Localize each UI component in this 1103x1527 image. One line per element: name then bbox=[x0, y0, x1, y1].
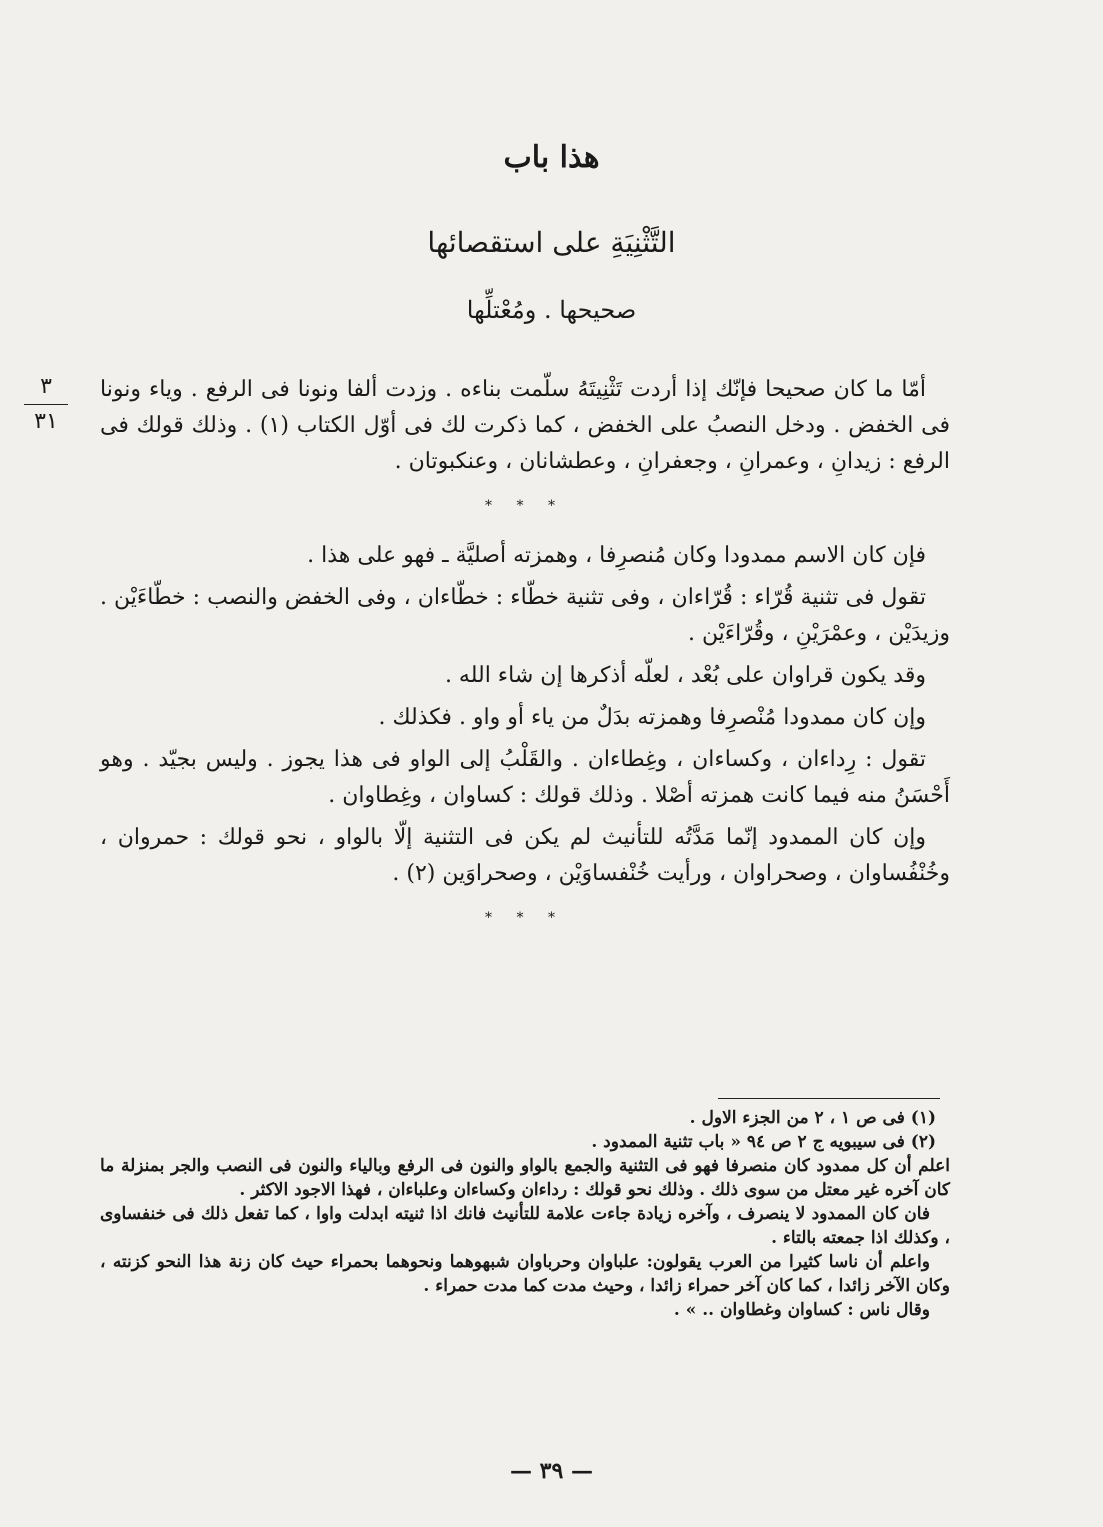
footnotes bbox=[100, 1106, 950, 1322]
footnote-quote: واعلم أن ناسا كثيرا من العرب يقولون: علباوان وحرباوان شبهوهما ونحوهما بحمراء حيث كان زنة هذا النحو كزنته ، وكان الآخر زائدا ، كما كان آخر حمراء زائدا ، وحيث مدت كما مدت حمراء . bbox=[100, 1252, 950, 1296]
footnote: (١) فى ص ١ ، ٢ من الجزء الاول . bbox=[689, 1108, 936, 1128]
margin-reference-top: ٣ bbox=[40, 374, 52, 399]
section-separator: * * * bbox=[485, 910, 565, 926]
chapter-subtitle: التَّثْنِيَةِ على استقصائها bbox=[427, 226, 676, 259]
margin-reference bbox=[20, 372, 72, 437]
footnote-quote: اعلم أن كل ممدود كان منصرفا فهو فى التثنية والجمع بالواو والنون فى الرفع وبالياء والنون فى النصب والجر بمنزلة ما كان آخره غير معتل من سوى ذلك . وذلك نحو قولك : رداءان وكساءان وعلباءان ، فهذا الاجود الاكثر . bbox=[100, 1156, 950, 1200]
margin-reference-divider bbox=[24, 404, 68, 405]
main-text bbox=[100, 372, 950, 950]
paragraph: وإن كان ممدودا مُنْصرِفا وهمزته بدَلٌ من ياء أو واو . فكذلك . bbox=[378, 705, 926, 730]
paragraph: تقول فى تثنية قُرّاء : قُرّاءان ، وفى تثنية خطّاء : خطّاءان ، وفى الخفض والنصب : خطّاءَيْن . وزيدَيْن ، وعمْرَيْنِ ، وقُرّاءَيْن . bbox=[100, 585, 950, 646]
paragraph: أمّا ما كان صحيحا فإنّك إذا أردت تَثْنِيتَهُ سلّمت بناءه . وزدت ألفا ونونا فى الرفع . وياء ونونا فى الخفض . ودخل النصبُ على الخفض ، كما ذكرت لك فى أوّل الكتاب (١) . وذلك قولك فى الرفع : زيدانِ ، وعمرانِ ، وجعفرانِ ، وعطشانان ، وعنكبوتان . bbox=[100, 377, 950, 474]
footnote-quote: وقال ناس : كساوان وغطاوان .. » . bbox=[673, 1300, 930, 1320]
footnote: (٢) فى سيبويه ج ٢ ص ٩٤ « باب تثنية الممدود . bbox=[591, 1132, 936, 1152]
paragraph: وإن كان الممدود إنّما مَدَّتُه للتأنيث لم يكن فى التثنية إلّا بالواو ، نحو قولك : حمروان ، وخُنْفُساوان ، وصحراوان ، ورأيت خُنْفساوَيْن ، وصحراوَين (٢) . bbox=[100, 825, 950, 886]
chapter-title: هذا باب bbox=[503, 140, 600, 175]
paragraph: فإن كان الاسم ممدودا وكان مُنصرِفا ، وهمزته أصليَّة ـ فهو على هذا . bbox=[307, 543, 926, 568]
section-separator: * * * bbox=[485, 498, 565, 514]
footnote-quote: فان كان الممدود لا ينصرف ، وآخره زيادة جاءت علامة للتأنيث فانك اذا ثنيته ابدلت واوا ، كما تفعل ذلك فى خنفساوى ، وكذلك اذا جمعته بالتاء . bbox=[100, 1204, 950, 1248]
footnote-rule bbox=[718, 1098, 940, 1099]
page-number: — ٣٩ — bbox=[510, 1458, 593, 1484]
margin-reference-bottom: ٣١ bbox=[34, 409, 58, 434]
paragraph: وقد يكون قراوان على بُعْد ، لعلّه أذكرها إن شاء الله . bbox=[444, 663, 926, 688]
paragraph: تقول : رِداءان ، وكساءان ، وغِطاءان . والقَلْبُ إلى الواو فى هذا يجوز . وليس بجيّد . وهو أَحْسَنُ منه فيما كانت همزته أصْلا . وذلك قولك : كساوان ، وغِطاوان . bbox=[100, 747, 950, 808]
chapter-subsubtitle: صحيحها . ومُعْتلِّها bbox=[466, 296, 637, 324]
